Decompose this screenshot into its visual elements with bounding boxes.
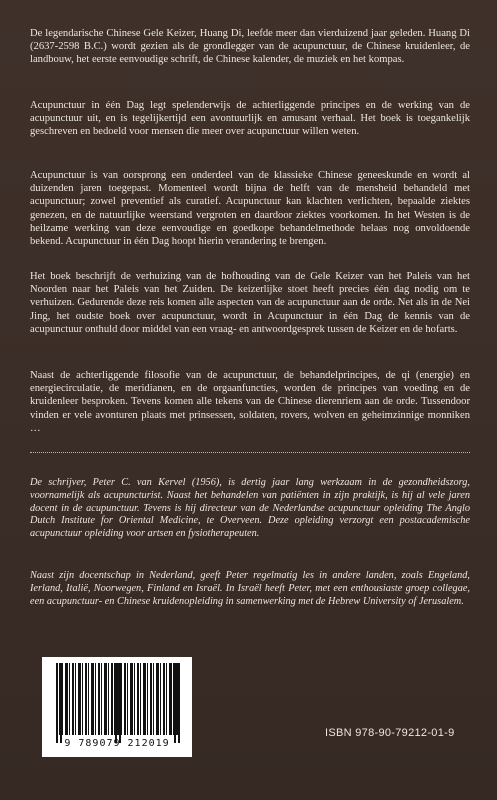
barcode-guard-bar (178, 663, 180, 743)
barcode-guard-bar (60, 663, 62, 743)
paragraph-story: Het boek beschrijft de verhuizing van de hofhouding van de Gele Keizer van het Paleis van het Noorden naar het Paleis van het Zuiden. De keizerlijke stoet heeft precies één dag nodig om te verhuizen. Gedurende deze reis komen alle aspecten van de acupunctuur aan de orde. Net als in de Nei Jing, het oudste boek over acupunctuur, wordt in Acupunctuur in één Dag de kennis van de acupunctuur onthuld door middel van een vraag- en antwoordgesprek tussen de Keizer en de hofarts. (30, 271, 470, 335)
paragraph-acupuncture-origin: Acupunctuur is van oorsprong een onderdeel van de klassieke Chinese geneeskunde en wordt al duizenden jaren toegepast. Momenteel wordt bijna de helft van de mensheid behandeld met acupunctuur; zowel preventief als curatief. Acupunctuur kan klachten verlichten, bepaalde ziektes genezen, en de natuurlijke weerstand vergroten en daardoor ziektes voorkomen. In het Westen is de heilzame werking van deze eenvoudige en goedkope behandelmethode helaas nog onvoldoende bekend. Acupunctuur in één Dag hoopt hierin verandering te brengen. (30, 170, 470, 248)
barcode-bars (56, 663, 178, 735)
barcode-number: 9 789079 212019 (64, 738, 170, 749)
paragraph-huang-di: De legendarische Chinese Gele Keizer, Huang Di, leefde meer dan vierduizend jaar geleden. Huang Di (2637-2598 B.C.) wordt gezien als de grondlegger van de acupunctuur, de Chinese kruidenleer, de landbouw, het eerste eenvoudige schrift, de Chinese kalender, de muziek en het kompas. (30, 28, 470, 66)
barcode-guard-bar (119, 663, 121, 743)
author-bio: De schrijver, Peter C. van Kervel (1956), is dertig jaar lang werkzaam in de gezondheidszorg, voornamelijk als acupuncturist. Naast het behandelen van patiënten in zijn praktijk, is hij al vele jaren docent in de acupunctuur. Tevens is hij directeur van de Nederlandse acupunctuur opleiding The Anglo Dutch Institute for Oriental Medicine, te Overveen. Deze opleiding verzorgt een postacademische acupunctuur opleiding voor artsen en fysiotherapeuten. (30, 477, 470, 540)
isbn-label: ISBN 978-90-79212-01-9 (325, 727, 455, 739)
author-bio-teaching: Naast zijn docentschap in Nederland, geeft Peter regelmatig les in andere landen, zoals Engeland, Ierland, Italië, Noorwegen, Finland en Israël. In Israël heeft Peter, met een enthousiaste groep collegae, een acupunctuur- en Chinese kruidenopleiding in samenwerking met de Hebrew University of Jerusalem. (30, 570, 470, 607)
barcode-guard-bar (115, 663, 117, 743)
barcode (42, 657, 192, 757)
paragraph-book-intro: Acupunctuur in één Dag legt spelenderwijs de achterliggende principes en de werking van de acupunctuur uit, en is tegelijkertijd een avontuurlijk en amusant verhaal. Het boek is toegankelijk geschreven en bedoeld voor mensen die meer over acupunctuur willen weten. (30, 100, 470, 138)
paragraph-topics: Naast de achterliggende filosofie van de acupunctuur, de behandelprincipes, de qi (energie) en energiecirculatie, de meridianen, en de orgaanfuncties, worden de principes van voeding en de kruidenleer besproken. Tevens komen alle tekens van de Chinese dierenriem aan de orde. Tussendoor vinden er vele avonturen plaats met prinsessen, soldaten, rovers, wolven en geheimzinnige monniken … (30, 370, 470, 434)
dotted-divider (30, 452, 470, 453)
barcode-guard-bar (174, 663, 176, 743)
barcode-guard-bar (56, 663, 58, 743)
